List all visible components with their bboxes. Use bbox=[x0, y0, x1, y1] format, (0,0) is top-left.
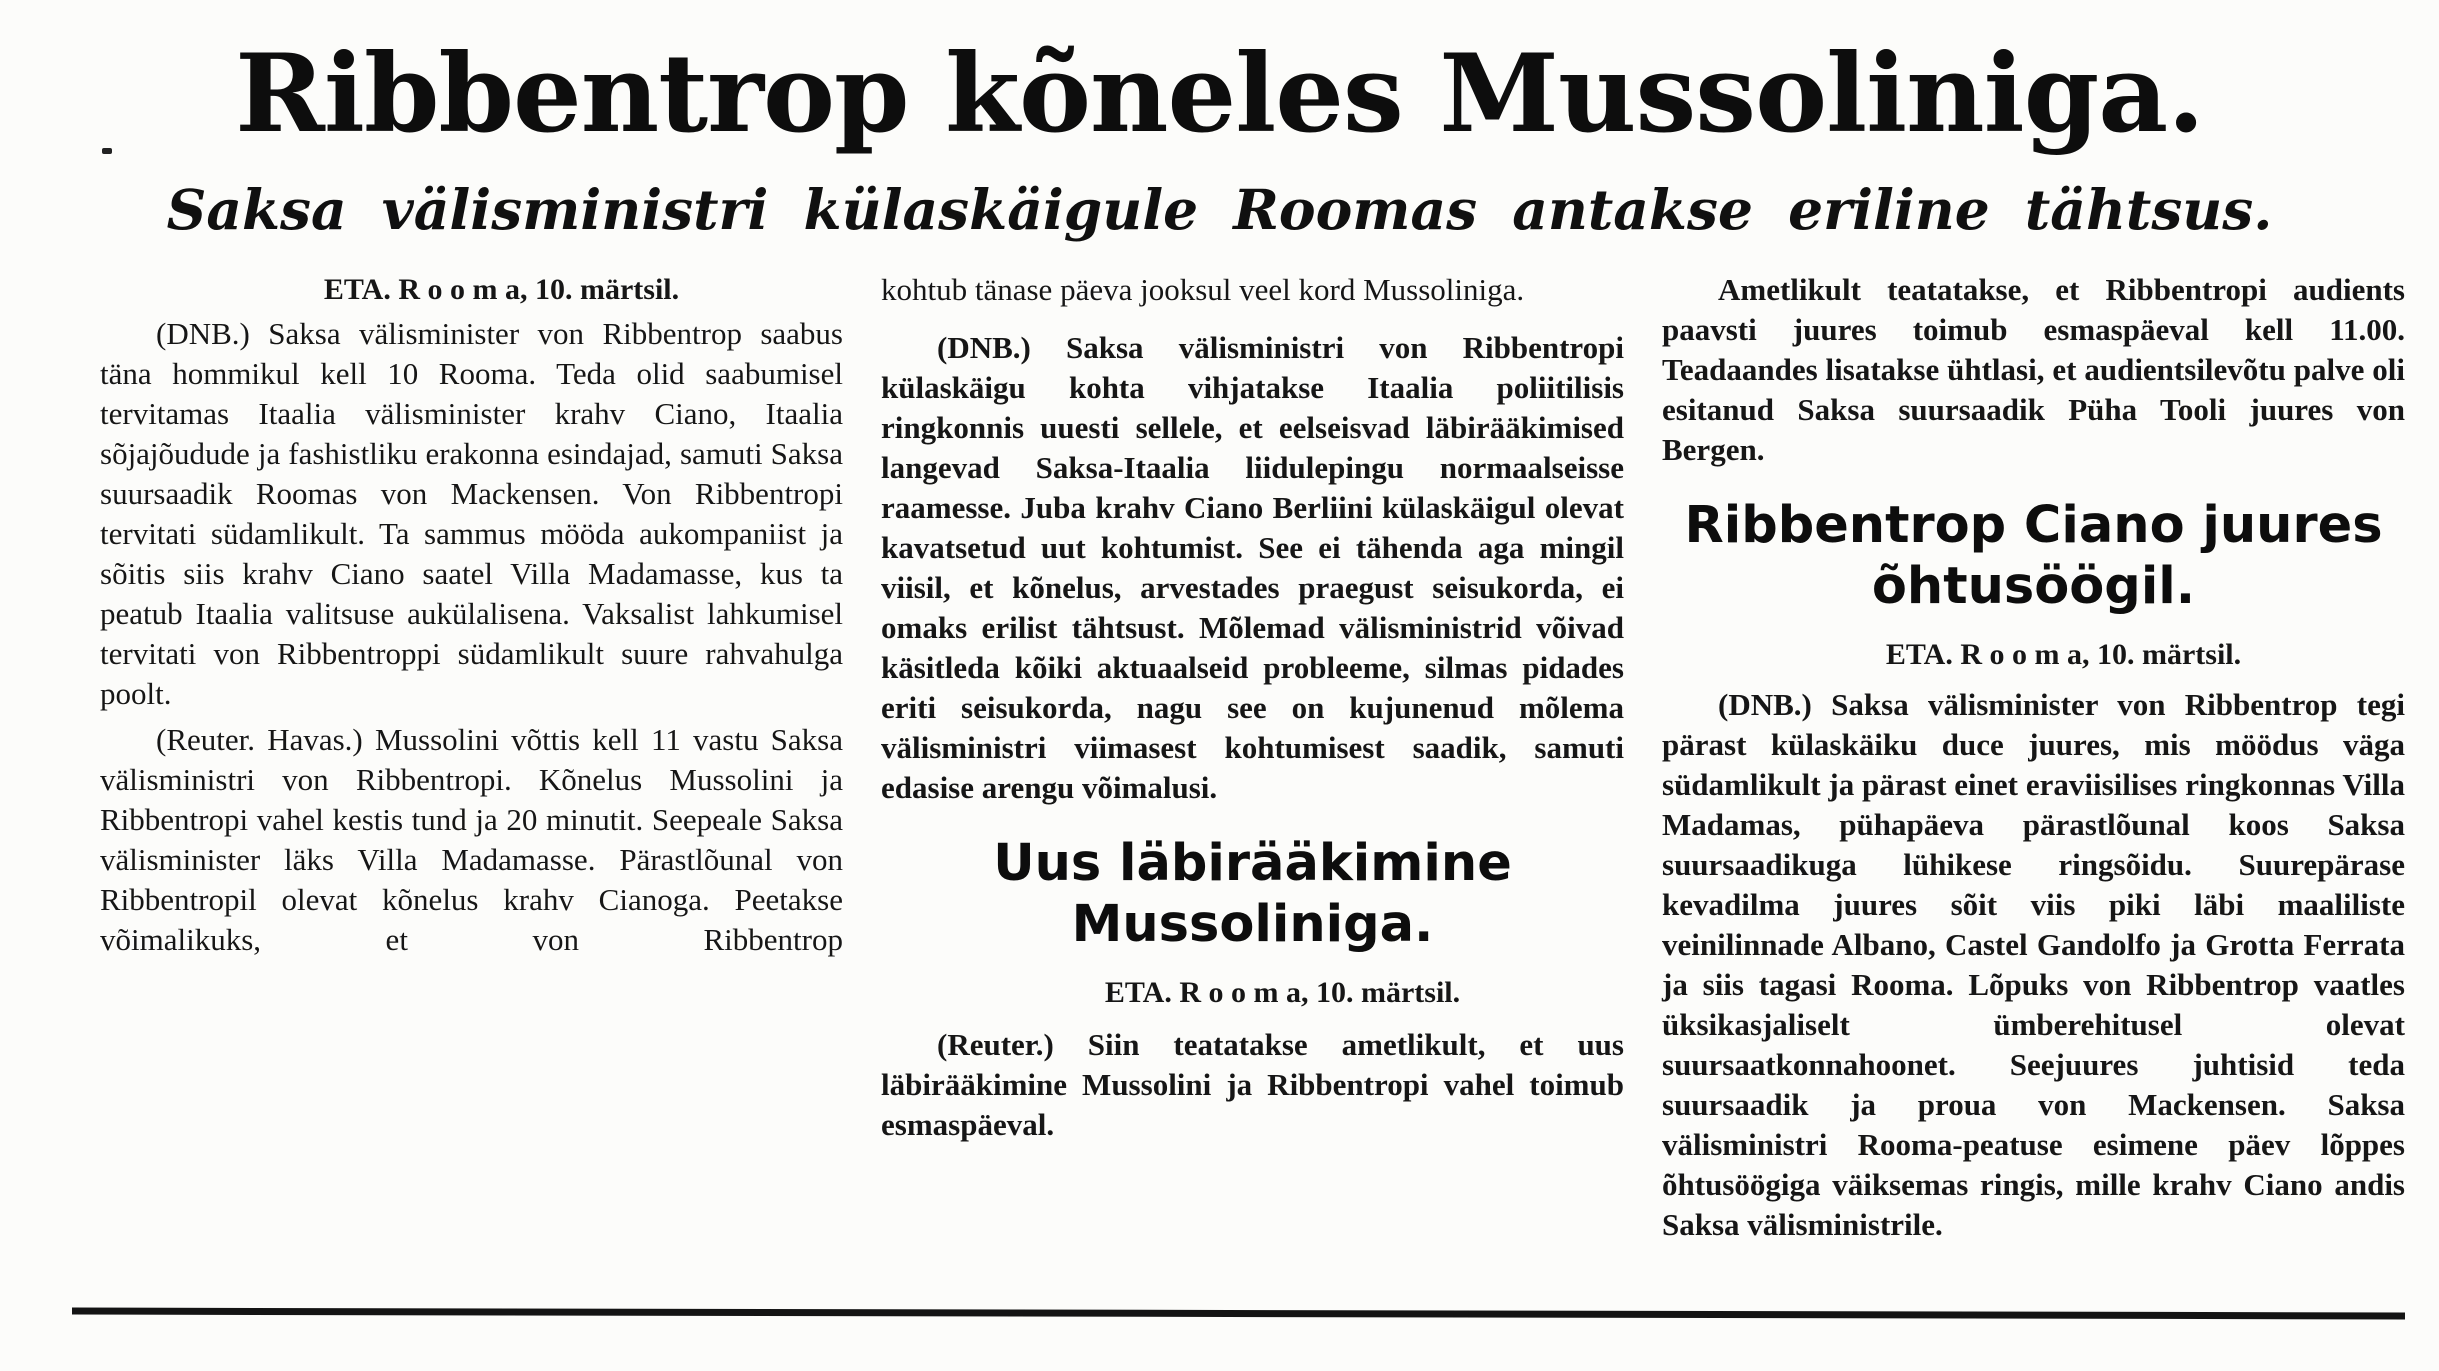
article-columns bbox=[0, 242, 2439, 1250]
paragraph-dnb: (DNB.) Saksa välisministri von Ribbentropi külaskäigu kohta vihjatakse Itaalia poliitilisis ringkonnis uuesti sellele, et eelseisvad läbirääkimised langevad Saksa-Itaalia liidulepingu normaalseisse raamesse. Juba krahv Ciano Berliini külaskäigul olevat kavatsetud uut kohtumist. See ei tähenda aga mingil viisil, et kõnelus, arvestades praegust seisukorda, ei omaks erilist tähtsust. Mõlemad välisministrid võivad käsitleda kõiki aktuaalseid probleeme, silmas pidades eriti seisukorda, nagu see on kujunenud mõlema välisministri viimasest kohtumisest saadik, samuti edasise arengu võimalusi. bbox=[881, 330, 1624, 806]
bottom-rule bbox=[72, 1308, 2405, 1320]
column-1 bbox=[100, 270, 843, 1250]
subhead-uus-labiraakimine: Uus läbirääkimine Mussoliniga. bbox=[993, 834, 1512, 954]
paragraph-continuation: kohtub tänase päeva jooksul veel kord Mussoliniga. bbox=[881, 272, 1525, 308]
paragraph-dnb: (DNB.) Saksa välisminister von Ribbentrop tegi pärast külaskäiku duce juures, mis möödus väga südamlikult ja pärast einet eraviisilises ringkonnas Villa Madamas, pühapäeva pärastlõunal koos Saksa suursaadikuga lühikese ringsõidu. Suurepärase kevadilma juures sõit viis piki läbi maaliliste veinilinnade Albano, Castel Gandolfo ja Grotta Ferrata ja siis tagasi Rooma. Lõpuks von Ribbentrop vaatles üksikasjaliselt ümberehitusel olevat suursaatkonnahoonet. Seejuures juhtisid teda suursaadik ja proua von Mackensen. Saksa välisministri Rooma-peatuse esimene päev lõppes õhtusöögiga väiksemas ringis, mille krahv Ciano andis Saksa välisministrile. bbox=[1662, 686, 2405, 1242]
subhead-ribbentrop-ciano: Ribbentrop Ciano juures õhtusöögil. bbox=[1684, 496, 2383, 616]
dateline: ETA. R o o m a, 10. märtsil. bbox=[1104, 975, 1461, 1009]
paragraph-reuter-havas: (Reuter. Havas.) Mussolini võttis kell 11 vastu Saksa välisministri von Ribbentropi. Kõnelus Mussolini ja Ribbentropi vahel kestis tund ja 20 minutit. Seepeale Saksa välisminister läks Villa Madamasse. Pärastlõunal von Ribbentropil olevat kõnelus krahv Cianoga. Peetakse võimalikuks, et von Ribbentrop bbox=[100, 722, 843, 958]
subheadline: Saksa välisministri külaskäigule Roomas antakse eriline tähtsus. bbox=[166, 177, 2273, 243]
headline: Ribbentrop kõneles Mussoliniga. bbox=[235, 31, 2204, 157]
paragraph-dnb: (DNB.) Saksa välisminister von Ribbentrop saabus täna hommikul kell 10 Rooma. Teda olid saabumisel tervitamas Itaalia välisminister krahv Ciano, Itaalia sõjajõudude ja fashistliku erakonna esindajad, samuti Saksa suursaadik Roomas von Mackensen. Von Ribbentropi tervitati südamlikult. Ta sammus mööda aukompaniist ja sõitis siis krahv Ciano saatel Villa Madamasse, kus ta peatub Itaalia valitsuse aukülalisena. Vaksalist lahkumisel tervitati von Ribbentroppi südamlikult suure rahvahulga poolt. bbox=[100, 316, 843, 712]
column-2 bbox=[881, 270, 1624, 1250]
print-speck bbox=[102, 148, 112, 154]
dateline: ETA. R o o m a, 10. märtsil. bbox=[1885, 637, 2242, 671]
column-3 bbox=[1662, 270, 2405, 1250]
paragraph-lead: Ametlikult teatatakse, et Ribbentropi audients paavsti juures toimub esmaspäeval kell 11.00. Teadaandes lisatakse ühtlasi, et audientsilevõtu palve oli esitanud Saksa suursaadik Püha Tooli juures von Bergen. bbox=[1662, 272, 2405, 468]
dateline: ETA. R o o m a, 10. märtsil. bbox=[323, 273, 680, 307]
paragraph-reuter: (Reuter.) Siin teatatakse ametlikult, et uus läbirääkimine Mussolini ja Ribbentropi vahel toimub esmaspäeval. bbox=[881, 1026, 1624, 1142]
